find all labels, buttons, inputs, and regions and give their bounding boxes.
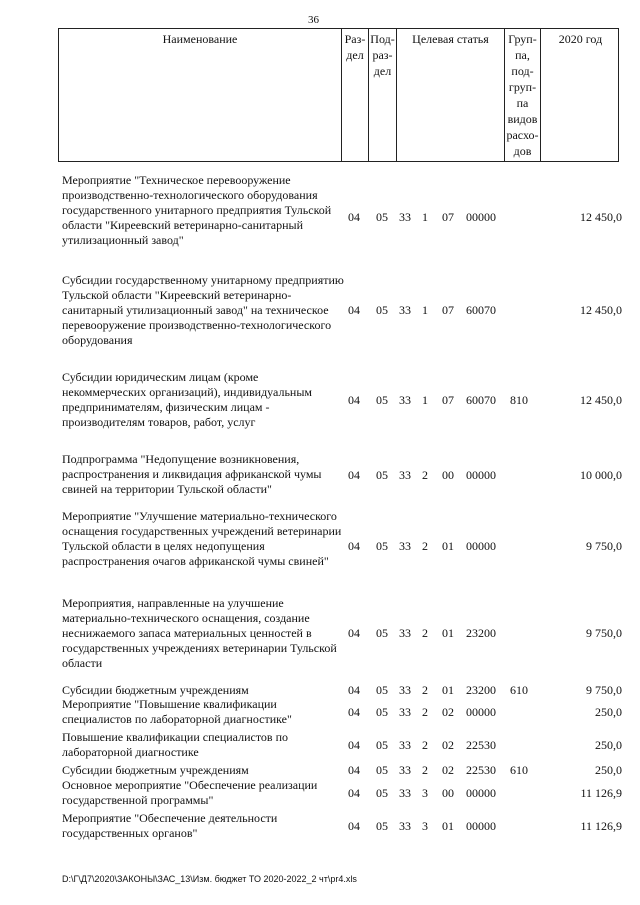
row-subprogram: 2 [422, 539, 428, 553]
row-amount: 12 450,0 [580, 393, 622, 407]
row-program: 33 [399, 683, 411, 697]
row-main-event: 07 [442, 303, 454, 317]
row-podrazdel: 05 [376, 393, 388, 407]
row-program: 33 [399, 705, 411, 719]
table-row [62, 273, 622, 353]
row-podrazdel: 05 [376, 819, 388, 833]
row-expense-type: 610 [510, 683, 528, 697]
row-direction: 00000 [466, 819, 496, 833]
row-name: Мероприятие "Повышение квалификации специалистов по лабораторной диагностике" [62, 697, 292, 726]
row-program: 33 [399, 738, 411, 752]
row-razdel: 04 [348, 468, 360, 482]
row-main-event: 01 [442, 626, 454, 640]
row-main-event: 00 [442, 786, 454, 800]
table-header [58, 28, 619, 162]
row-program: 33 [399, 786, 411, 800]
row-podrazdel: 05 [376, 210, 388, 224]
row-name: Субсидии юридическим лицам (кроме некоммерческих организаций), индивидуальным предпринимателям, физическим лицам - производителям товаров, работ, услуг [62, 370, 312, 429]
row-amount: 12 450,0 [580, 210, 622, 224]
row-name: Мероприятие "Техническое перевооружение производственно-технологического оборудования государственного унитарного предприятия Тульской области "Киреевский ветеринарно-санитарный утилизационный завод" [62, 173, 332, 247]
row-program: 33 [399, 303, 411, 317]
row-direction: 60070 [466, 303, 496, 317]
row-amount: 250,0 [595, 763, 622, 777]
table-row [62, 778, 622, 810]
row-direction: 22530 [466, 738, 496, 752]
row-amount: 12 450,0 [580, 303, 622, 317]
row-direction: 00000 [466, 705, 496, 719]
row-razdel: 04 [348, 738, 360, 752]
row-amount: 9 750,0 [586, 626, 622, 640]
row-name: Субсидии бюджетным учреждениям [62, 683, 249, 697]
header-razdel: Раз- дел [342, 29, 369, 161]
row-razdel: 04 [348, 626, 360, 640]
row-subprogram: 3 [422, 819, 428, 833]
row-razdel: 04 [348, 819, 360, 833]
row-main-event: 02 [442, 705, 454, 719]
page-number: 36 [308, 14, 319, 26]
row-name: Мероприятия, направленные на улучшение материально-технического оснащения, создание неснижаемого запаса материальных ценностей в государственных учреждениях ветеринарии Тульской области [62, 596, 337, 670]
row-main-event: 07 [442, 210, 454, 224]
row-razdel: 04 [348, 393, 360, 407]
row-podrazdel: 05 [376, 738, 388, 752]
row-main-event: 01 [442, 683, 454, 697]
row-subprogram: 3 [422, 786, 428, 800]
table-row [62, 763, 622, 779]
row-podrazdel: 05 [376, 539, 388, 553]
row-program: 33 [399, 819, 411, 833]
row-razdel: 04 [348, 210, 360, 224]
row-podrazdel: 05 [376, 705, 388, 719]
header-group: Груп- па, под- груп- па видов расхо- дов [505, 29, 541, 161]
table-row [62, 509, 622, 589]
row-main-event: 07 [442, 393, 454, 407]
row-amount: 9 750,0 [586, 539, 622, 553]
row-main-event: 00 [442, 468, 454, 482]
row-direction: 00000 [466, 210, 496, 224]
row-name: Подпрограмма "Недопущение возникновения, распространения и ликвидация африканской чумы свиней на территории Тульской области" [62, 452, 322, 496]
header-target: Целевая статья [397, 29, 505, 161]
row-program: 33 [399, 763, 411, 777]
row-razdel: 04 [348, 303, 360, 317]
row-amount: 9 750,0 [586, 683, 622, 697]
row-direction: 22530 [466, 763, 496, 777]
row-razdel: 04 [348, 763, 360, 777]
table-row [62, 173, 622, 265]
row-direction: 23200 [466, 683, 496, 697]
row-direction: 00000 [466, 468, 496, 482]
row-subprogram: 2 [422, 705, 428, 719]
header-year: 2020 год [558, 32, 603, 46]
row-podrazdel: 05 [376, 468, 388, 482]
row-expense-type: 610 [510, 763, 528, 777]
table-row [62, 730, 622, 762]
header-podrazdel: Под- раз- дел [369, 29, 397, 161]
row-razdel: 04 [348, 539, 360, 553]
row-podrazdel: 05 [376, 786, 388, 800]
row-razdel: 04 [348, 705, 360, 719]
row-subprogram: 2 [422, 683, 428, 697]
row-amount: 10 000,0 [580, 468, 622, 482]
row-direction: 00000 [466, 539, 496, 553]
row-program: 33 [399, 539, 411, 553]
file-path-footer: D:\Г\Д7\2020\ЗАКОНЫ\ЗАС_13\Изм. бюджет ТО 2020-2022_2 чт\pr4.xls [62, 874, 357, 884]
row-amount: 11 126,9 [580, 819, 622, 833]
header-name: Наименование [59, 29, 342, 161]
row-program: 33 [399, 468, 411, 482]
row-direction: 23200 [466, 626, 496, 640]
row-main-event: 01 [442, 819, 454, 833]
row-name: Мероприятие "Обеспечение деятельности государственных органов" [62, 811, 278, 840]
row-name: Основное мероприятие "Обеспечение реализации государственной программы" [62, 778, 318, 807]
row-program: 33 [399, 393, 411, 407]
row-subprogram: 1 [422, 303, 428, 317]
row-amount: 250,0 [595, 705, 622, 719]
row-amount: 250,0 [595, 738, 622, 752]
row-subprogram: 2 [422, 468, 428, 482]
row-name: Субсидии государственному унитарному предприятию Тульской области "Киреевский ветеринарно-санитарный утилизационный завод" на техническое перевооружение производственно-технологического оборудования [62, 273, 344, 347]
row-main-event: 02 [442, 763, 454, 777]
row-name: Субсидии бюджетным учреждениям [62, 763, 249, 777]
row-main-event: 01 [442, 539, 454, 553]
row-podrazdel: 05 [376, 683, 388, 697]
row-direction: 60070 [466, 393, 496, 407]
table-row [62, 697, 622, 729]
row-subprogram: 1 [422, 393, 428, 407]
row-direction: 00000 [466, 786, 496, 800]
row-name: Мероприятие "Улучшение материально-технического оснащения государственных учреждений ветеринарии Тульской области в целях недопущения распространения очагов африканской чумы свиней" [62, 509, 342, 568]
row-razdel: 04 [348, 683, 360, 697]
table-row [62, 370, 622, 434]
row-subprogram: 2 [422, 738, 428, 752]
table-row [62, 452, 622, 500]
table-row [62, 811, 622, 843]
row-podrazdel: 05 [376, 763, 388, 777]
row-program: 33 [399, 626, 411, 640]
row-subprogram: 1 [422, 210, 428, 224]
table-row [62, 596, 622, 676]
row-expense-type: 810 [510, 393, 528, 407]
row-main-event: 02 [442, 738, 454, 752]
row-program: 33 [399, 210, 411, 224]
row-podrazdel: 05 [376, 626, 388, 640]
row-podrazdel: 05 [376, 303, 388, 317]
row-amount: 11 126,9 [580, 786, 622, 800]
row-razdel: 04 [348, 786, 360, 800]
row-subprogram: 2 [422, 626, 428, 640]
row-name: Повышение квалификации специалистов по лабораторной диагностике [62, 730, 289, 759]
row-subprogram: 2 [422, 763, 428, 777]
